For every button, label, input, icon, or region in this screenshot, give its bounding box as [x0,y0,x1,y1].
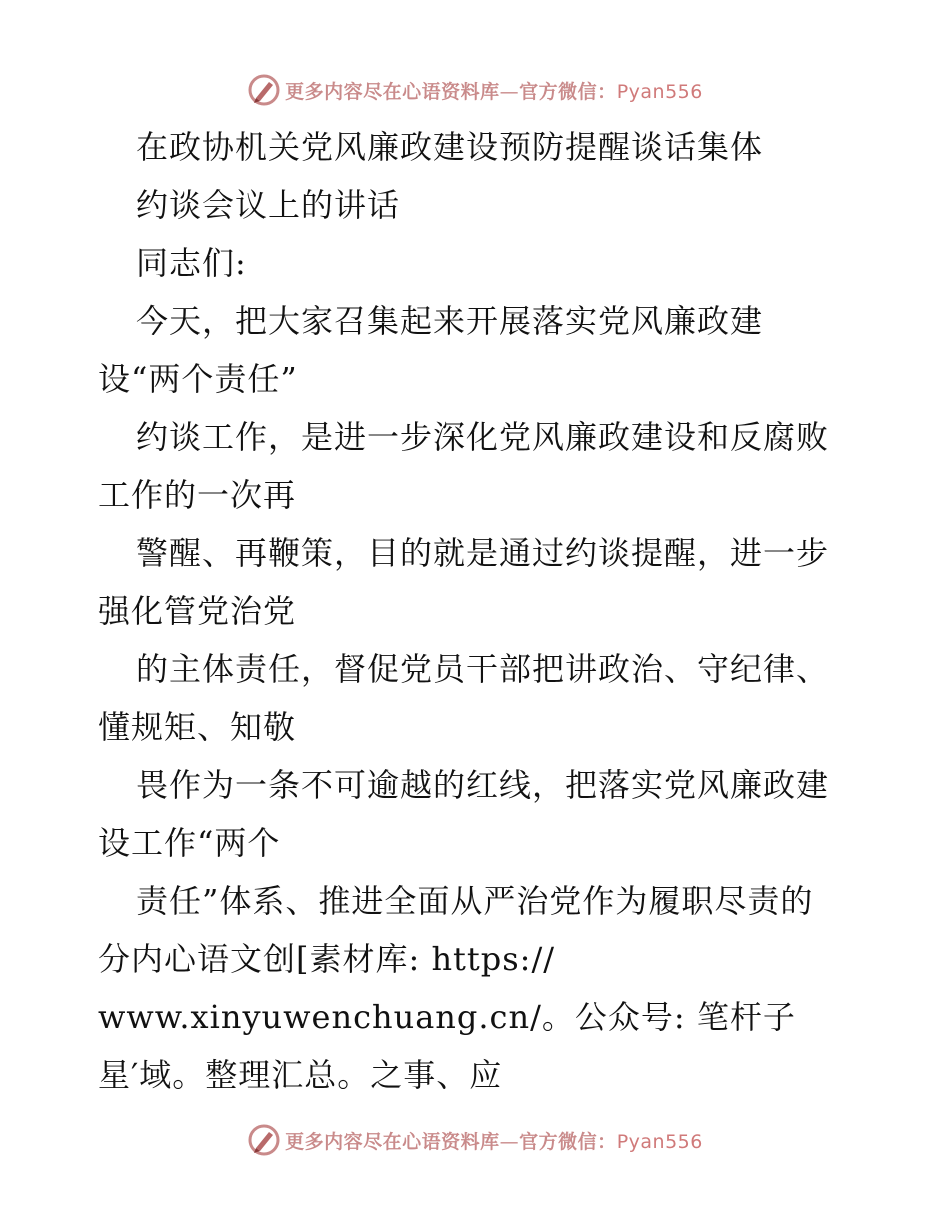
banner-wechat-id: Pyan556 [616,1130,703,1153]
banner-text [285,77,703,104]
footer-banner [0,1120,950,1160]
banner-wechat-label: 官方微信： [519,1130,617,1153]
paragraph-line: 约谈工作，是进一步深化党风廉政建设和反腐败 [136,418,830,456]
paragraph-line: 工作的一次再 [98,476,297,514]
paragraph-line: 责任”体系、推进全面从严治党作为履职尽责的 [136,882,814,920]
banner-separator: — [499,80,520,103]
document-title-line-1: 在政协机关党风廉政建设预防提醒谈话集体 [136,128,764,166]
paragraph-line: 设“两个责任” [98,360,298,398]
pen-logo-icon [247,1123,281,1157]
paragraph-line: 分内心语文创[素材库: https:// [98,940,556,978]
banner-text [285,1127,703,1154]
paragraph-line: 警醒、再鞭策，目的就是通过约谈提醒，进一步 [136,534,830,572]
document-body [98,118,858,1104]
banner-wechat-id: Pyan556 [616,80,703,103]
paragraph-line: www.xinyuwenchuang.cn/。公众号: 笔杆子 [98,998,796,1036]
paragraph-line: 畏作为一条不可逾越的红线，把落实党风廉政建 [136,766,830,804]
paragraph-line: 懂规矩、知敬 [98,708,297,746]
paragraph-line: 星′域。整理汇总。之事、应 [98,1056,503,1094]
banner-main-text: 更多内容尽在心语资料库 [285,1130,500,1153]
header-banner [0,70,950,110]
document-title-line-2: 约谈会议上的讲话 [136,186,401,224]
banner-wechat-label: 官方微信： [519,80,617,103]
banner-separator: — [499,1130,520,1153]
paragraph-line: 强化管党治党 [98,592,297,630]
paragraph-line: 的主体责任，督促党员干部把讲政治、守纪律、 [136,650,830,688]
paragraph-line: 今天，把大家召集起来开展落实党风廉政建 [136,302,764,340]
pen-logo-icon [247,73,281,107]
paragraph-line: 设工作“两个 [98,824,281,862]
banner-main-text: 更多内容尽在心语资料库 [285,80,500,103]
salutation: 同志们: [136,244,247,282]
